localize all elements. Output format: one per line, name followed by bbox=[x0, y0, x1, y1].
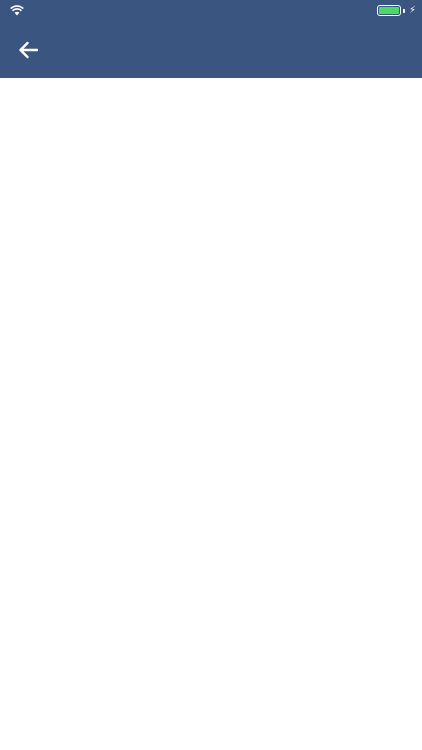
navigation-bar bbox=[0, 22, 422, 78]
versicle-response bbox=[27, 114, 407, 136]
wifi-icon bbox=[10, 4, 24, 19]
battery-indicator bbox=[377, 5, 416, 16]
gloria bbox=[27, 148, 407, 170]
arrow-left-icon bbox=[18, 41, 38, 59]
prayer-content[interactable] bbox=[27, 94, 407, 268]
battery-tip bbox=[403, 9, 405, 13]
status-bar bbox=[0, 0, 422, 22]
top-header bbox=[0, 0, 422, 78]
psalm-verses bbox=[27, 190, 407, 256]
back-button[interactable] bbox=[14, 36, 42, 64]
battery-icon bbox=[377, 5, 401, 16]
carrier-indicator bbox=[6, 4, 24, 19]
charging-icon: ⚡ bbox=[408, 5, 416, 16]
battery-level bbox=[379, 7, 399, 14]
